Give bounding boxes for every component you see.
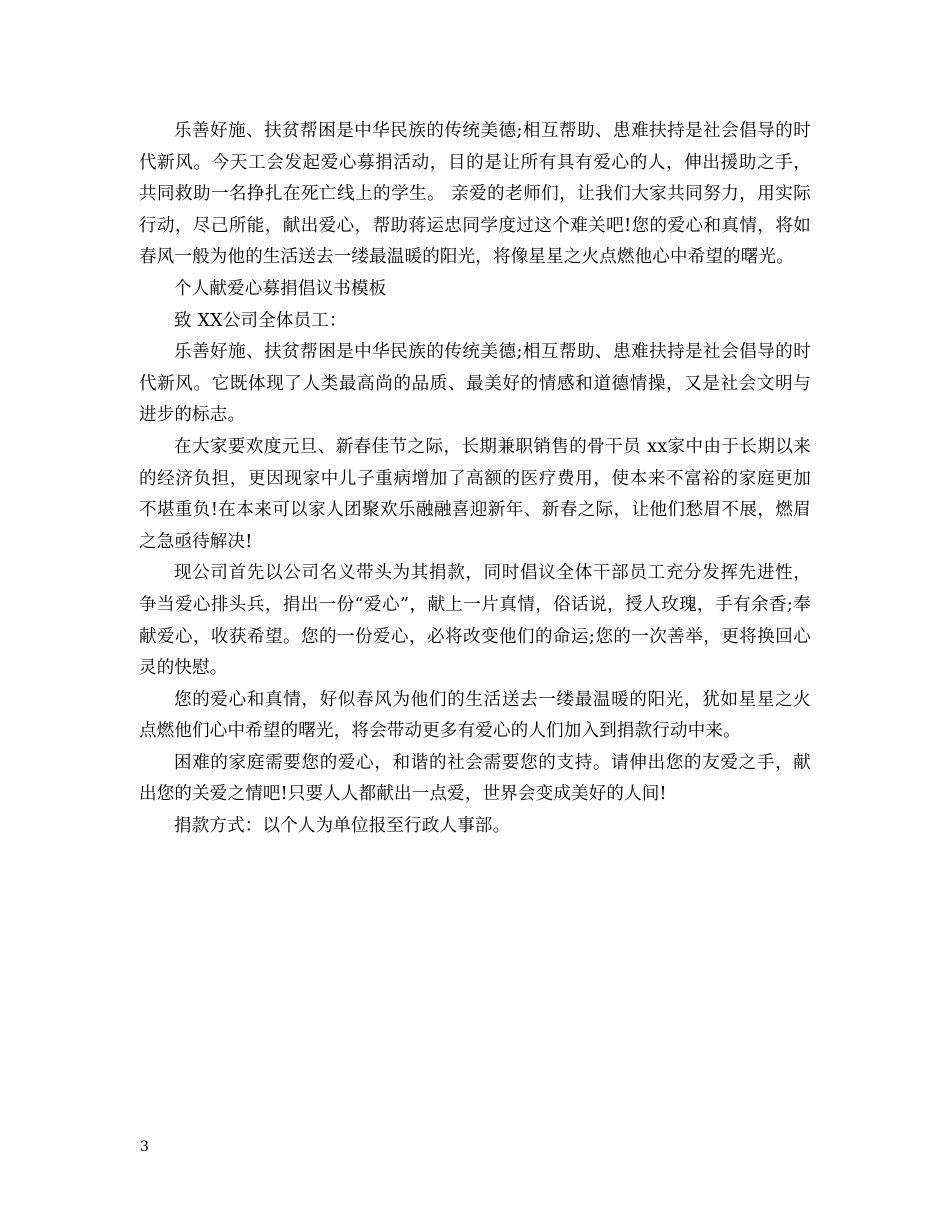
paragraph-initiative: 现公司首先以公司名义带头为其捐款，同时倡议全体干部员工充分发挥先进性，争当爱心排头兵，捐出一份“爱心”，献上一片真情，俗话说，授人玫瑰，手有余香;奉献爱心，收获希望。您的一份爱心，必将改变他们的命运;您的一次善举，更将换回心灵的快慰。: [139, 563, 811, 679]
paragraph-situation: 在大家要欢度元旦、新春佳节之际，长期兼职销售的骨干员 xx家中由于长期以来的经济负担，更因现家中儿子重病增加了高额的医疗费用，使本来不富裕的家庭更加不堪重负!在本来可以家人团聚欢乐融融喜迎新年、新春之际，让他们愁眉不展，燃眉之急亟待解决!: [139, 436, 811, 552]
paragraph-donation-method: 捐款方式：以个人为单位报至行政人事部。: [174, 816, 511, 837]
section-title: 个人献爱心募捐倡议书模板: [174, 278, 387, 299]
paragraph-appeal: 困难的家庭需要您的爱心，和谐的社会需要您的支持。请伸出您的友爱之手，献出您的关爱之情吧!只要人人都献出一点爱，世界会变成美好的人间!: [139, 752, 811, 805]
salutation: 致 XX公司全体员工：: [174, 310, 347, 331]
paragraph-warmth: 您的爱心和真情，好似春风为他们的生活送去一缕最温暖的阳光，犹如星星之火点燃他们心中希望的曙光，将会带动更多有爱心的人们加入到捐款行动中来。: [139, 689, 811, 742]
document-body: [139, 116, 811, 843]
paragraph-intro: 乐善好施、扶贫帮困是中华民族的传统美德;相互帮助、患难扶持是社会倡导的时代新风。今天工会发起爱心募捐活动，目的是让所有具有爱心的人，伸出援助之手，共同救助一名挣扎在死亡线上的学生。 亲爱的老师们，让我们大家共同努力，用实际行动，尽己所能，献出爱心，帮助蒋运忠同学度过这个难关吧!您的爱心和真情，将如春风一般为他的生活送去一缕最温暖的阳光，将像星星之火点燃他心中希望的曙光。: [139, 121, 811, 268]
page-number: 3: [140, 1139, 149, 1155]
paragraph-virtue: 乐善好施、扶贫帮困是中华民族的传统美德;相互帮助、患难扶持是社会倡导的时代新风。它既体现了人类最高尚的品质、最美好的情感和道德情操，又是社会文明与进步的标志。: [139, 342, 811, 426]
